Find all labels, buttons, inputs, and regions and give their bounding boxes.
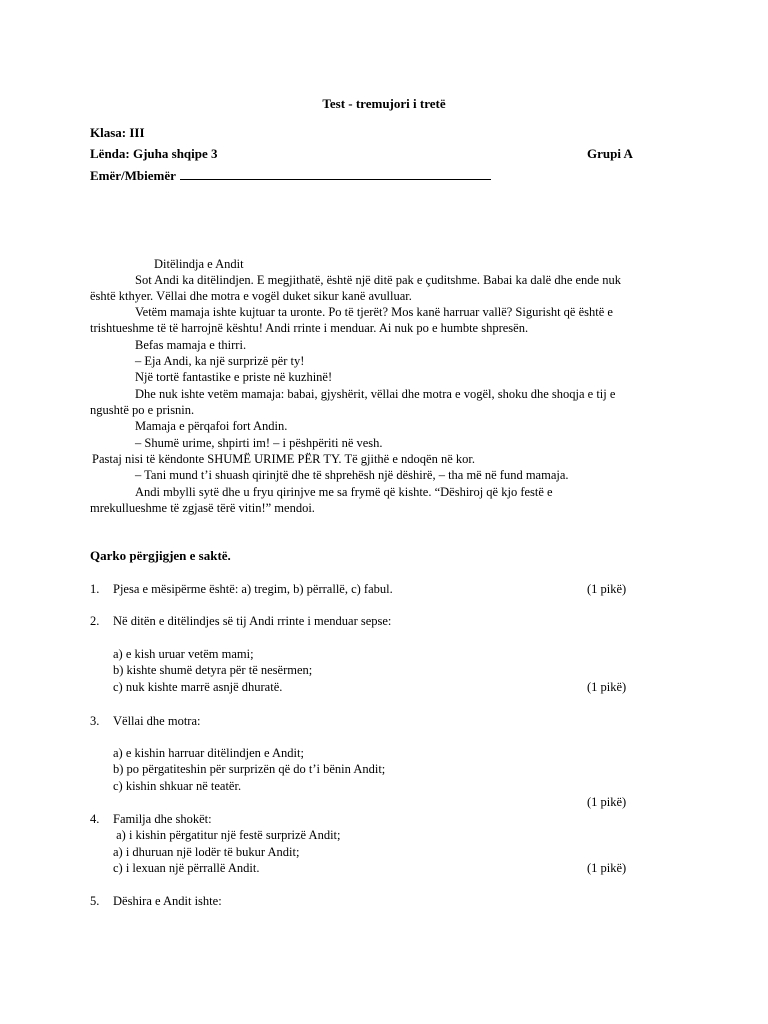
question-text: Vëllai dhe motra: xyxy=(113,714,201,728)
instructions-heading: Qarko përgjigjen e saktë. xyxy=(90,548,231,563)
question-points: (1 pikë) xyxy=(587,795,627,809)
name-blank-line[interactable] xyxy=(180,169,491,180)
story-line: – Shumë urime, shpirti im! – i pëshpëriti në vesh. xyxy=(135,436,383,450)
answer-option[interactable]: c) nuk kishte marrë asnjë dhuratë. xyxy=(113,680,283,694)
answer-option[interactable]: b) kishte shumë detyra për të nesërmen; xyxy=(113,663,313,677)
question-number: 2. xyxy=(90,614,100,628)
answer-option[interactable]: c) kishin shkuar në teatër. xyxy=(113,779,242,793)
question-points: (1 pikë) xyxy=(587,680,627,694)
answer-option[interactable]: a) i kishin përgatitur një festë surprizë Andit; xyxy=(113,828,341,842)
question-number: 3. xyxy=(90,714,100,728)
story-line: – Tani mund t’i shuash qirinjtë dhe të shprehësh një dëshirë, – tha më në fund mamaja. xyxy=(135,468,569,482)
story-line: Sot Andi ka ditëlindjen. E megjithatë, është një ditë pak e çuditshme. Babai ka dalë dhe ende nuk xyxy=(135,273,621,287)
question-text: Pjesa e mësipërme është: a) tregim, b) përrallë, c) fabul. xyxy=(113,582,393,596)
answer-option[interactable]: b) po përgatiteshin për surprizën që do t’i bënin Andit; xyxy=(113,762,386,776)
story-line: Mamaja e përqafoi fort Andin. xyxy=(135,419,288,433)
story-line: është kthyer. Vëllai dhe motra e vogël duket sikur kanë avulluar. xyxy=(90,289,412,303)
name-field-row xyxy=(90,168,491,184)
question-text: Dëshira e Andit ishte: xyxy=(113,894,222,908)
answer-option[interactable]: c) i lexuan një përrallë Andit. xyxy=(113,861,260,875)
story-line: mrekullueshme të zgjasë tërë vitin!” mendoi. xyxy=(90,501,315,515)
question-points: (1 pikë) xyxy=(587,582,627,596)
story-line: Dhe nuk ishte vetëm mamaja: babai, gjyshërit, vëllai dhe motra e vogël, shoku dhe shoqja e tij e xyxy=(135,387,616,401)
story-line: ngushtë po e prisnin. xyxy=(90,403,195,417)
story-line: trishtueshme të të harrojnë kështu! Andi rrinte i menduar. Ai nuk po e humbte shpresën. xyxy=(90,321,529,335)
page-title: Test - tremujori i tretë xyxy=(322,96,446,111)
answer-option[interactable]: a) e kishin harruar ditëlindjen e Andit; xyxy=(113,746,304,760)
story-line: Pastaj nisi të këndonte SHUMË URIME PËR TY. Të gjithë e ndoqën në kor. xyxy=(92,452,475,466)
story-line: Vetëm mamaja ishte kujtuar ta uronte. Po të tjerët? Mos kanë harruar vallë? Sigurisht që është e xyxy=(135,305,613,319)
story-line: Befas mamaja e thirri. xyxy=(135,338,247,352)
question-text: Në ditën e ditëlindjes së tij Andi rrinte i menduar sepse: xyxy=(113,614,392,628)
question-number: 1. xyxy=(90,582,100,596)
question-text: Familja dhe shokët: xyxy=(113,812,212,826)
question-number: 5. xyxy=(90,894,100,908)
group-label: Grupi A xyxy=(587,146,633,161)
subject-label: Lënda: Gjuha shqipe 3 xyxy=(90,146,218,161)
story-line: – Eja Andi, ka një surprizë për ty! xyxy=(135,354,305,368)
story-line: Një tortë fantastike e priste në kuzhinë! xyxy=(135,370,333,384)
name-label: Emër/Mbiemër xyxy=(90,168,176,183)
story-line: Andi mbylli sytë dhe u fryu qirinjve me sa frymë që kishte. “Dëshiroj që kjo festë e xyxy=(135,485,553,499)
answer-option[interactable]: a) i dhuruan një lodër të bukur Andit; xyxy=(113,845,300,859)
question-number: 4. xyxy=(90,812,100,826)
story-title: Ditëlindja e Andit xyxy=(154,257,244,271)
question-points: (1 pikë) xyxy=(587,861,627,875)
class-label: Klasa: III xyxy=(90,125,145,140)
answer-option[interactable]: a) e kish uruar vetëm mami; xyxy=(113,647,254,661)
